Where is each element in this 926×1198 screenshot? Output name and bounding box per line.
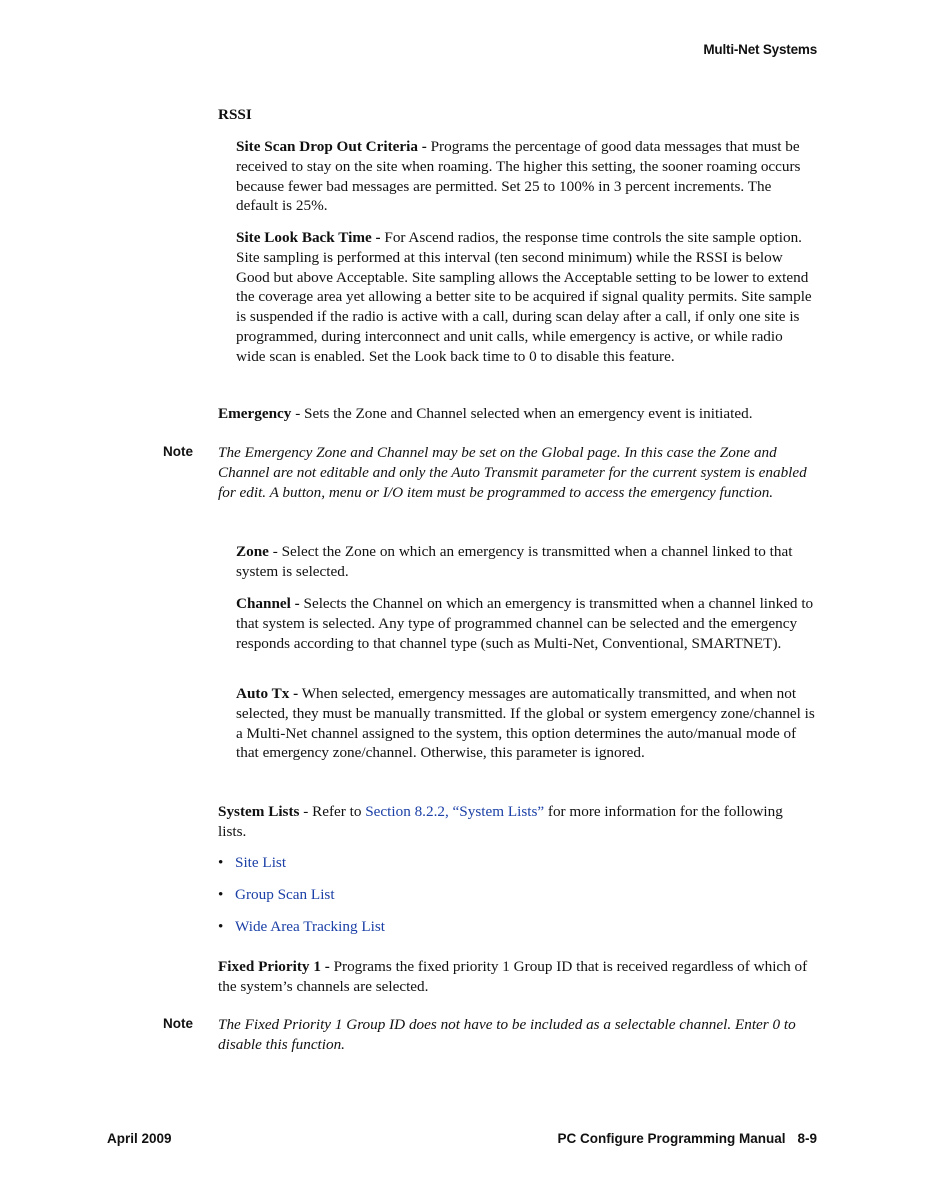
- term-zone: Zone: [236, 543, 269, 560]
- link-section-8-2-2[interactable]: Section 8.2.2, “System Lists”: [365, 803, 545, 820]
- term-site-scan-drop-out: Site Scan Drop Out Criteria -: [236, 138, 427, 155]
- term-channel: Channel -: [236, 595, 300, 612]
- page-number: 8-9: [797, 1131, 817, 1146]
- term-system-lists: System Lists: [218, 803, 300, 820]
- bullet-glyph: •: [218, 886, 224, 903]
- para-site-look-back: Site Look Back Time - For Ascend radios, the response time controls the site sample option. Site sampling is performed at this interval (ten second minimum) while the RSSI is below Good but above Acceptable. Site sampling allows the Acceptable setting to be lower to extend the coverage area yet allowing a better site to be acquired if signal quality permits. Site sample is suspended if the radio is active with a call, during scan delay after a call, if only one site is programmed, during interconnect and unit calls, while emergency is active, or while radio wide scan is enabled. Set the Look back time to 0 to disable this feature.: [236, 229, 812, 365]
- term-fixed-priority: Fixed Priority 1 -: [218, 958, 330, 975]
- link-group-scan-list[interactable]: Group Scan List: [235, 886, 335, 903]
- footer-date: April 2009: [107, 1131, 172, 1146]
- para-auto-tx: Auto Tx - When selected, emergency messages are automatically transmitted, and when not selected, they must be manually transmitted. If the global or system emergency zone/channel is a Multi-Net channel assigned to the system, this option determines the auto/manual mode of that emergency zone/channel. Otherwise, this parameter is ignored.: [236, 685, 815, 762]
- link-site-list[interactable]: Site List: [235, 854, 287, 871]
- para-emergency: Emergency - Sets the Zone and Channel selected when an emergency event is initiated.: [218, 405, 753, 422]
- para-zone: Zone - Select the Zone on which an emergency is transmitted when a channel linked to that system is selected.: [236, 543, 793, 580]
- section-heading-rssi: RSSI: [218, 106, 252, 123]
- note-text-1: The Emergency Zone and Channel may be set on the Global page. In this case the Zone and Channel are not editable and only the Auto Transmit parameter for the current system is enabled for edit. A button, menu or I/O item must be programmed to access the emergency function.: [218, 444, 807, 501]
- term-auto-tx: Auto Tx -: [236, 685, 299, 702]
- bullet-glyph: •: [218, 918, 224, 935]
- footer-manual-title: PC Configure Programming Manual 8-9: [557, 1131, 817, 1146]
- list-item: [218, 853, 286, 873]
- list-item: [218, 917, 385, 937]
- term-emergency: Emergency: [218, 405, 292, 422]
- para-site-scan-drop-out: Site Scan Drop Out Criteria - Programs the percentage of good data messages that must be received to stay on the site when roaming. The higher this setting, the sooner roaming occurs because fewer bad messages are permitted. Set 25 to 100% in 3 percent increments. The default is 25%.: [236, 138, 801, 215]
- para-system-lists: System Lists - Refer to Section 8.2.2, “System Lists” for more information for the following lists.: [218, 803, 783, 840]
- running-header: Multi-Net Systems: [703, 42, 817, 57]
- note-text-2: The Fixed Priority 1 Group ID does not have to be included as a selectable channel. Enter 0 to disable this function.: [218, 1016, 796, 1053]
- link-wide-area-tracking-list[interactable]: Wide Area Tracking List: [235, 918, 385, 935]
- para-channel: Channel - Selects the Channel on which an emergency is transmitted when a channel linked to that system is selected. Any type of programmed channel can be selected and the emergency responds according to that channel type (such as Multi-Net, Conventional, SMARTNET).: [236, 595, 814, 652]
- para-fixed-priority: Fixed Priority 1 - Programs the fixed priority 1 Group ID that is received regardless of which of the system’s channels are selected.: [218, 958, 808, 995]
- bullet-glyph: •: [218, 854, 224, 871]
- term-site-look-back: Site Look Back Time -: [236, 229, 381, 246]
- list-item: [218, 885, 335, 905]
- note-label-2: Note: [163, 1016, 193, 1031]
- note-label-1: Note: [163, 444, 193, 459]
